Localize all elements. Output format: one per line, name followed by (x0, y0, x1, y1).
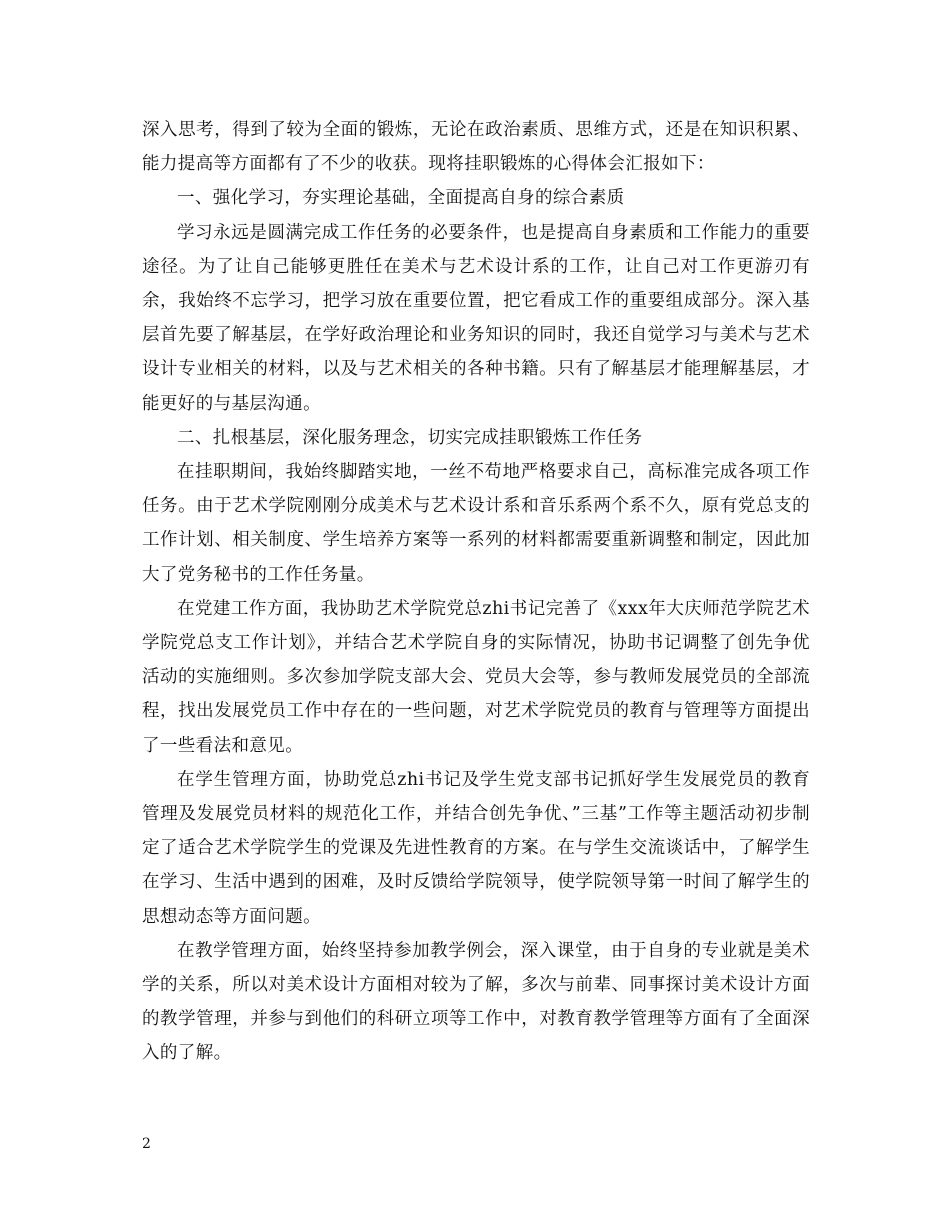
page-number: 2 (142, 1136, 151, 1152)
paragraph-duties: 在挂职期间，我始终脚踏实地，一丝不苟地严格要求自己，高标准完成各项工作任务。由于艺术学院刚刚分成美术与艺术设计系和音乐系两个系不久，原有党总支的工作计划、相关制度、学生培养方案等一系列的材料都需要重新调整和制定，因此加大了党务秘书的工作任务量。 (142, 462, 810, 585)
paragraph-student-management: 在学生管理方面，协助党总zhi书记及学生党支部书记抓好学生发展党员的教育管理及发展党员材料的规范化工作，并结合创先争优、”三基”工作等主题活动初步制定了适合艺术学院学生的党课及先进性教育的方案。在与学生交流谈话中，了解学生在学习、生活中遇到的困难，及时反馈给学院领导，使学院领导第一时间了解学生的思想动态等方面问题。 (142, 769, 810, 927)
section-heading-1: 一、强化学习，夯实理论基础，全面提高自身的综合素质 (177, 188, 625, 209)
paragraph-party-building: 在党建工作方面，我协助艺术学院党总zhi书记完善了《xxx年大庆师范学院艺术学院党总支工作计划》，并结合艺术学院自身的实际情况，协助书记调整了创先争优活动的实施细则。多次参加学院支部大会、党员大会等，参与教师发展党员的全部流程，找出发展党员工作中存在的一些问题，对艺术学院党员的教育与管理等方面提出了一些看法和意见。 (142, 598, 810, 756)
paragraph-intro-continuation: 深入思考，得到了较为全面的锻炼，无论在政治素质、思维方式，还是在知识积累、能力提高等方面都有了不少的收获。现将挂职锻炼的心得体会汇报如下： (142, 120, 810, 175)
document-body (142, 113, 810, 1071)
paragraph-learning: 学习永远是圆满完成工作任务的必要条件，也是提高自身素质和工作能力的重要途径。为了让自己能够更胜任在美术与艺术设计系的工作，让自己对工作更游刃有余，我始终不忘学习，把学习放在重要位置，把它看成工作的重要组成部分。深入基层首先要了解基层，在学好政治理论和业务知识的同时，我还自觉学习与美术与艺术设计专业相关的材料，以及与艺术相关的各种书籍。只有了解基层才能理解基层，才能更好的与基层沟通。 (142, 222, 810, 414)
paragraph-teaching-management: 在教学管理方面，始终坚持参加教学例会，深入课堂，由于自身的专业就是美术学的关系，所以对美术设计方面相对较为了解，多次与前辈、同事探讨美术设计方面的教学管理，并参与到他们的科研立项等工作中，对教育教学管理等方面有了全面深入的了解。 (142, 940, 810, 1064)
section-heading-2: 二、扎根基层，深化服务理念，切实完成挂职锻炼工作任务 (177, 427, 643, 448)
